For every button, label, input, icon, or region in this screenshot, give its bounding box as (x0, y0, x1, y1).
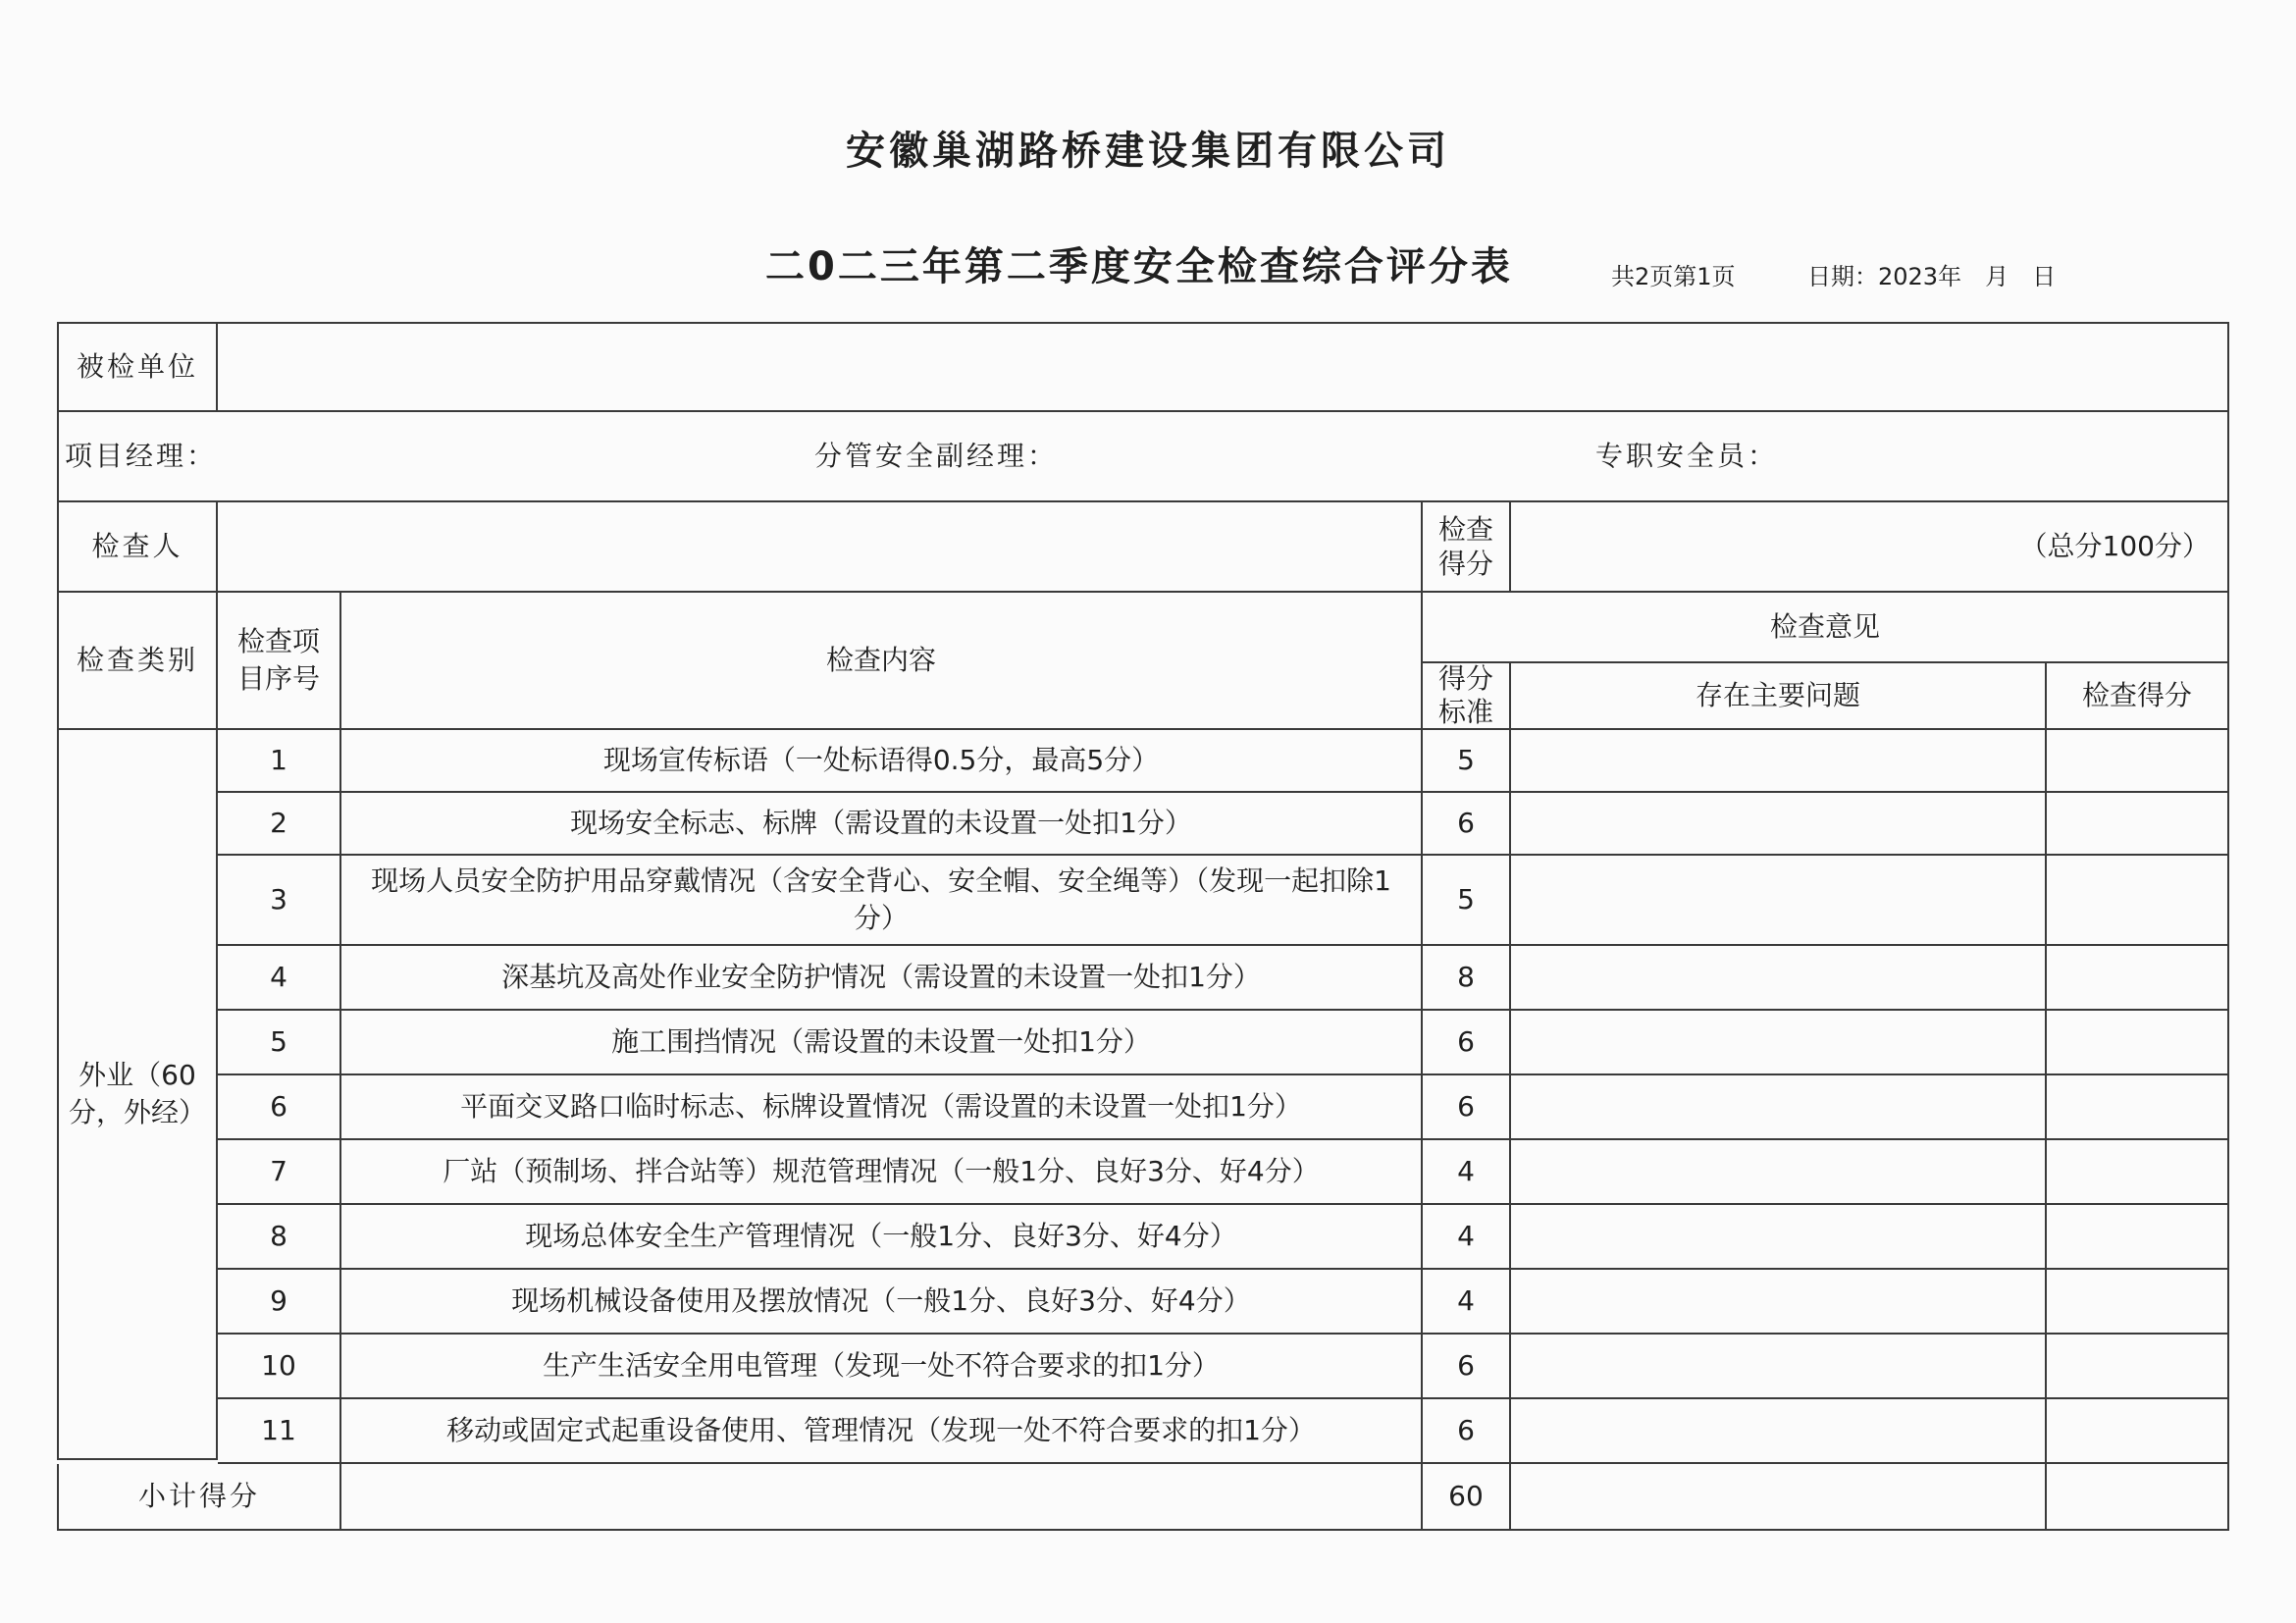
project-manager-label: 项目经理： (65, 440, 218, 473)
item-problems-field[interactable] (1511, 1011, 2047, 1075)
item-content: 现场人员安全防护用品穿戴情况（含安全背心、安全帽、安全绳等）（发现一起扣除1分） (341, 856, 1423, 946)
table-row (218, 793, 2229, 856)
item-problems-field[interactable] (1511, 1335, 2047, 1399)
item-score-field[interactable] (2047, 946, 2229, 1011)
item-no: 6 (218, 1075, 341, 1140)
header-category: 检查类别 (57, 593, 218, 730)
header-score: 检查得分 (2047, 663, 2229, 730)
item-content: 移动或固定式起重设备使用、管理情况（发现一处不符合要求的扣1分） (341, 1399, 1423, 1464)
table-row (218, 1335, 2229, 1399)
header-item-no: 检查项目序号 (218, 593, 341, 730)
total-score-field[interactable] (1511, 502, 2229, 593)
item-standard: 4 (1423, 1140, 1511, 1205)
item-content: 生产生活安全用电管理（发现一处不符合要求的扣1分） (341, 1335, 1423, 1399)
header-content: 检查内容 (341, 593, 1423, 730)
inspector-field[interactable] (218, 502, 1423, 593)
item-standard: 4 (1423, 1270, 1511, 1335)
score-table (57, 322, 2229, 1531)
table-row (218, 856, 2229, 946)
table-header-row (57, 593, 2229, 730)
managers-cell[interactable] (57, 412, 2229, 502)
table-row (218, 730, 2229, 793)
table-row (218, 946, 2229, 1011)
item-problems-field[interactable] (1511, 793, 2047, 856)
item-standard: 6 (1423, 793, 1511, 856)
item-no: 8 (218, 1205, 341, 1270)
item-no: 10 (218, 1335, 341, 1399)
item-standard: 6 (1423, 1075, 1511, 1140)
item-score-field[interactable] (2047, 730, 2229, 793)
item-standard: 5 (1423, 856, 1511, 946)
inspected-unit-row (57, 324, 2229, 412)
item-standard: 8 (1423, 946, 1511, 1011)
item-problems-field[interactable] (1511, 946, 2047, 1011)
item-problems-field[interactable] (1511, 1205, 2047, 1270)
item-content: 现场机械设备使用及摆放情况（一般1分、良好3分、好4分） (341, 1270, 1423, 1335)
item-standard: 5 (1423, 730, 1511, 793)
item-rows (218, 730, 2229, 1464)
item-content: 现场总体安全生产管理情况（一般1分、良好3分、好4分） (341, 1205, 1423, 1270)
date-info: 日期：2023年 月 日 (1807, 263, 2057, 290)
item-no: 11 (218, 1399, 341, 1464)
table-body (57, 730, 2229, 1464)
item-content: 现场安全标志、标牌（需设置的未设置一处扣1分） (341, 793, 1423, 856)
item-no: 9 (218, 1270, 341, 1335)
managers-row (57, 412, 2229, 502)
item-content: 厂站（预制场、拌合站等）规范管理情况（一般1分、良好3分、好4分） (341, 1140, 1423, 1205)
item-no: 4 (218, 946, 341, 1011)
subtotal-blank (341, 1464, 1423, 1531)
table-row (218, 1140, 2229, 1205)
item-no: 2 (218, 793, 341, 856)
safety-officer-label: 专职安全员： (1595, 440, 1779, 473)
header-opinion: 检查意见 (1423, 593, 2229, 663)
company-name: 安徽巢湖路桥建设集团有限公司 (846, 129, 1450, 174)
page-info: 共2页第1页 (1611, 263, 1736, 290)
table-row (218, 1011, 2229, 1075)
subtotal-row (57, 1464, 2229, 1531)
item-score-field[interactable] (2047, 1140, 2229, 1205)
inspected-unit-field[interactable] (218, 324, 2229, 412)
item-no: 3 (218, 856, 341, 946)
item-problems-field[interactable] (1511, 730, 2047, 793)
score-label: 检查得分 (1423, 502, 1511, 593)
subtotal-problems-field[interactable] (1511, 1464, 2047, 1531)
table-row (218, 1205, 2229, 1270)
item-problems-field[interactable] (1511, 856, 2047, 946)
subtotal-standard: 60 (1423, 1464, 1511, 1531)
table-row (218, 1270, 2229, 1335)
item-score-field[interactable] (2047, 1075, 2229, 1140)
item-standard: 4 (1423, 1205, 1511, 1270)
table-row (218, 1399, 2229, 1464)
table-row (218, 1075, 2229, 1140)
category-cell: 外业（60分，外经） (57, 730, 218, 1460)
item-score-field[interactable] (2047, 793, 2229, 856)
item-content: 深基坑及高处作业安全防护情况（需设置的未设置一处扣1分） (341, 946, 1423, 1011)
safety-deputy-label: 分管安全副经理： (814, 440, 1059, 473)
item-content: 现场宣传标语（一处标语得0.5分，最高5分） (341, 730, 1423, 793)
item-score-field[interactable] (2047, 1270, 2229, 1335)
item-no: 7 (218, 1140, 341, 1205)
item-problems-field[interactable] (1511, 1399, 2047, 1464)
subtotal-label: 小计得分 (57, 1464, 341, 1531)
inspected-unit-label: 被检单位 (57, 324, 218, 412)
inspector-row (57, 502, 2229, 593)
form-title: 二0二三年第二季度安全检查综合评分表 (765, 244, 1513, 289)
item-problems-field[interactable] (1511, 1270, 2047, 1335)
item-score-field[interactable] (2047, 1399, 2229, 1464)
inspector-label: 检查人 (57, 502, 218, 593)
subtotal-score-field[interactable] (2047, 1464, 2229, 1531)
item-standard: 6 (1423, 1335, 1511, 1399)
header-standard: 得分标准 (1423, 663, 1511, 730)
item-score-field[interactable] (2047, 856, 2229, 946)
header-problems: 存在主要问题 (1511, 663, 2047, 730)
total-note: （总分100分） (2019, 530, 2210, 563)
item-problems-field[interactable] (1511, 1140, 2047, 1205)
item-problems-field[interactable] (1511, 1075, 2047, 1140)
item-content: 施工围挡情况（需设置的未设置一处扣1分） (341, 1011, 1423, 1075)
item-no: 5 (218, 1011, 341, 1075)
item-no: 1 (218, 730, 341, 793)
item-standard: 6 (1423, 1399, 1511, 1464)
item-score-field[interactable] (2047, 1205, 2229, 1270)
item-score-field[interactable] (2047, 1335, 2229, 1399)
item-score-field[interactable] (2047, 1011, 2229, 1075)
item-content: 平面交叉路口临时标志、标牌设置情况（需设置的未设置一处扣1分） (341, 1075, 1423, 1140)
item-standard: 6 (1423, 1011, 1511, 1075)
